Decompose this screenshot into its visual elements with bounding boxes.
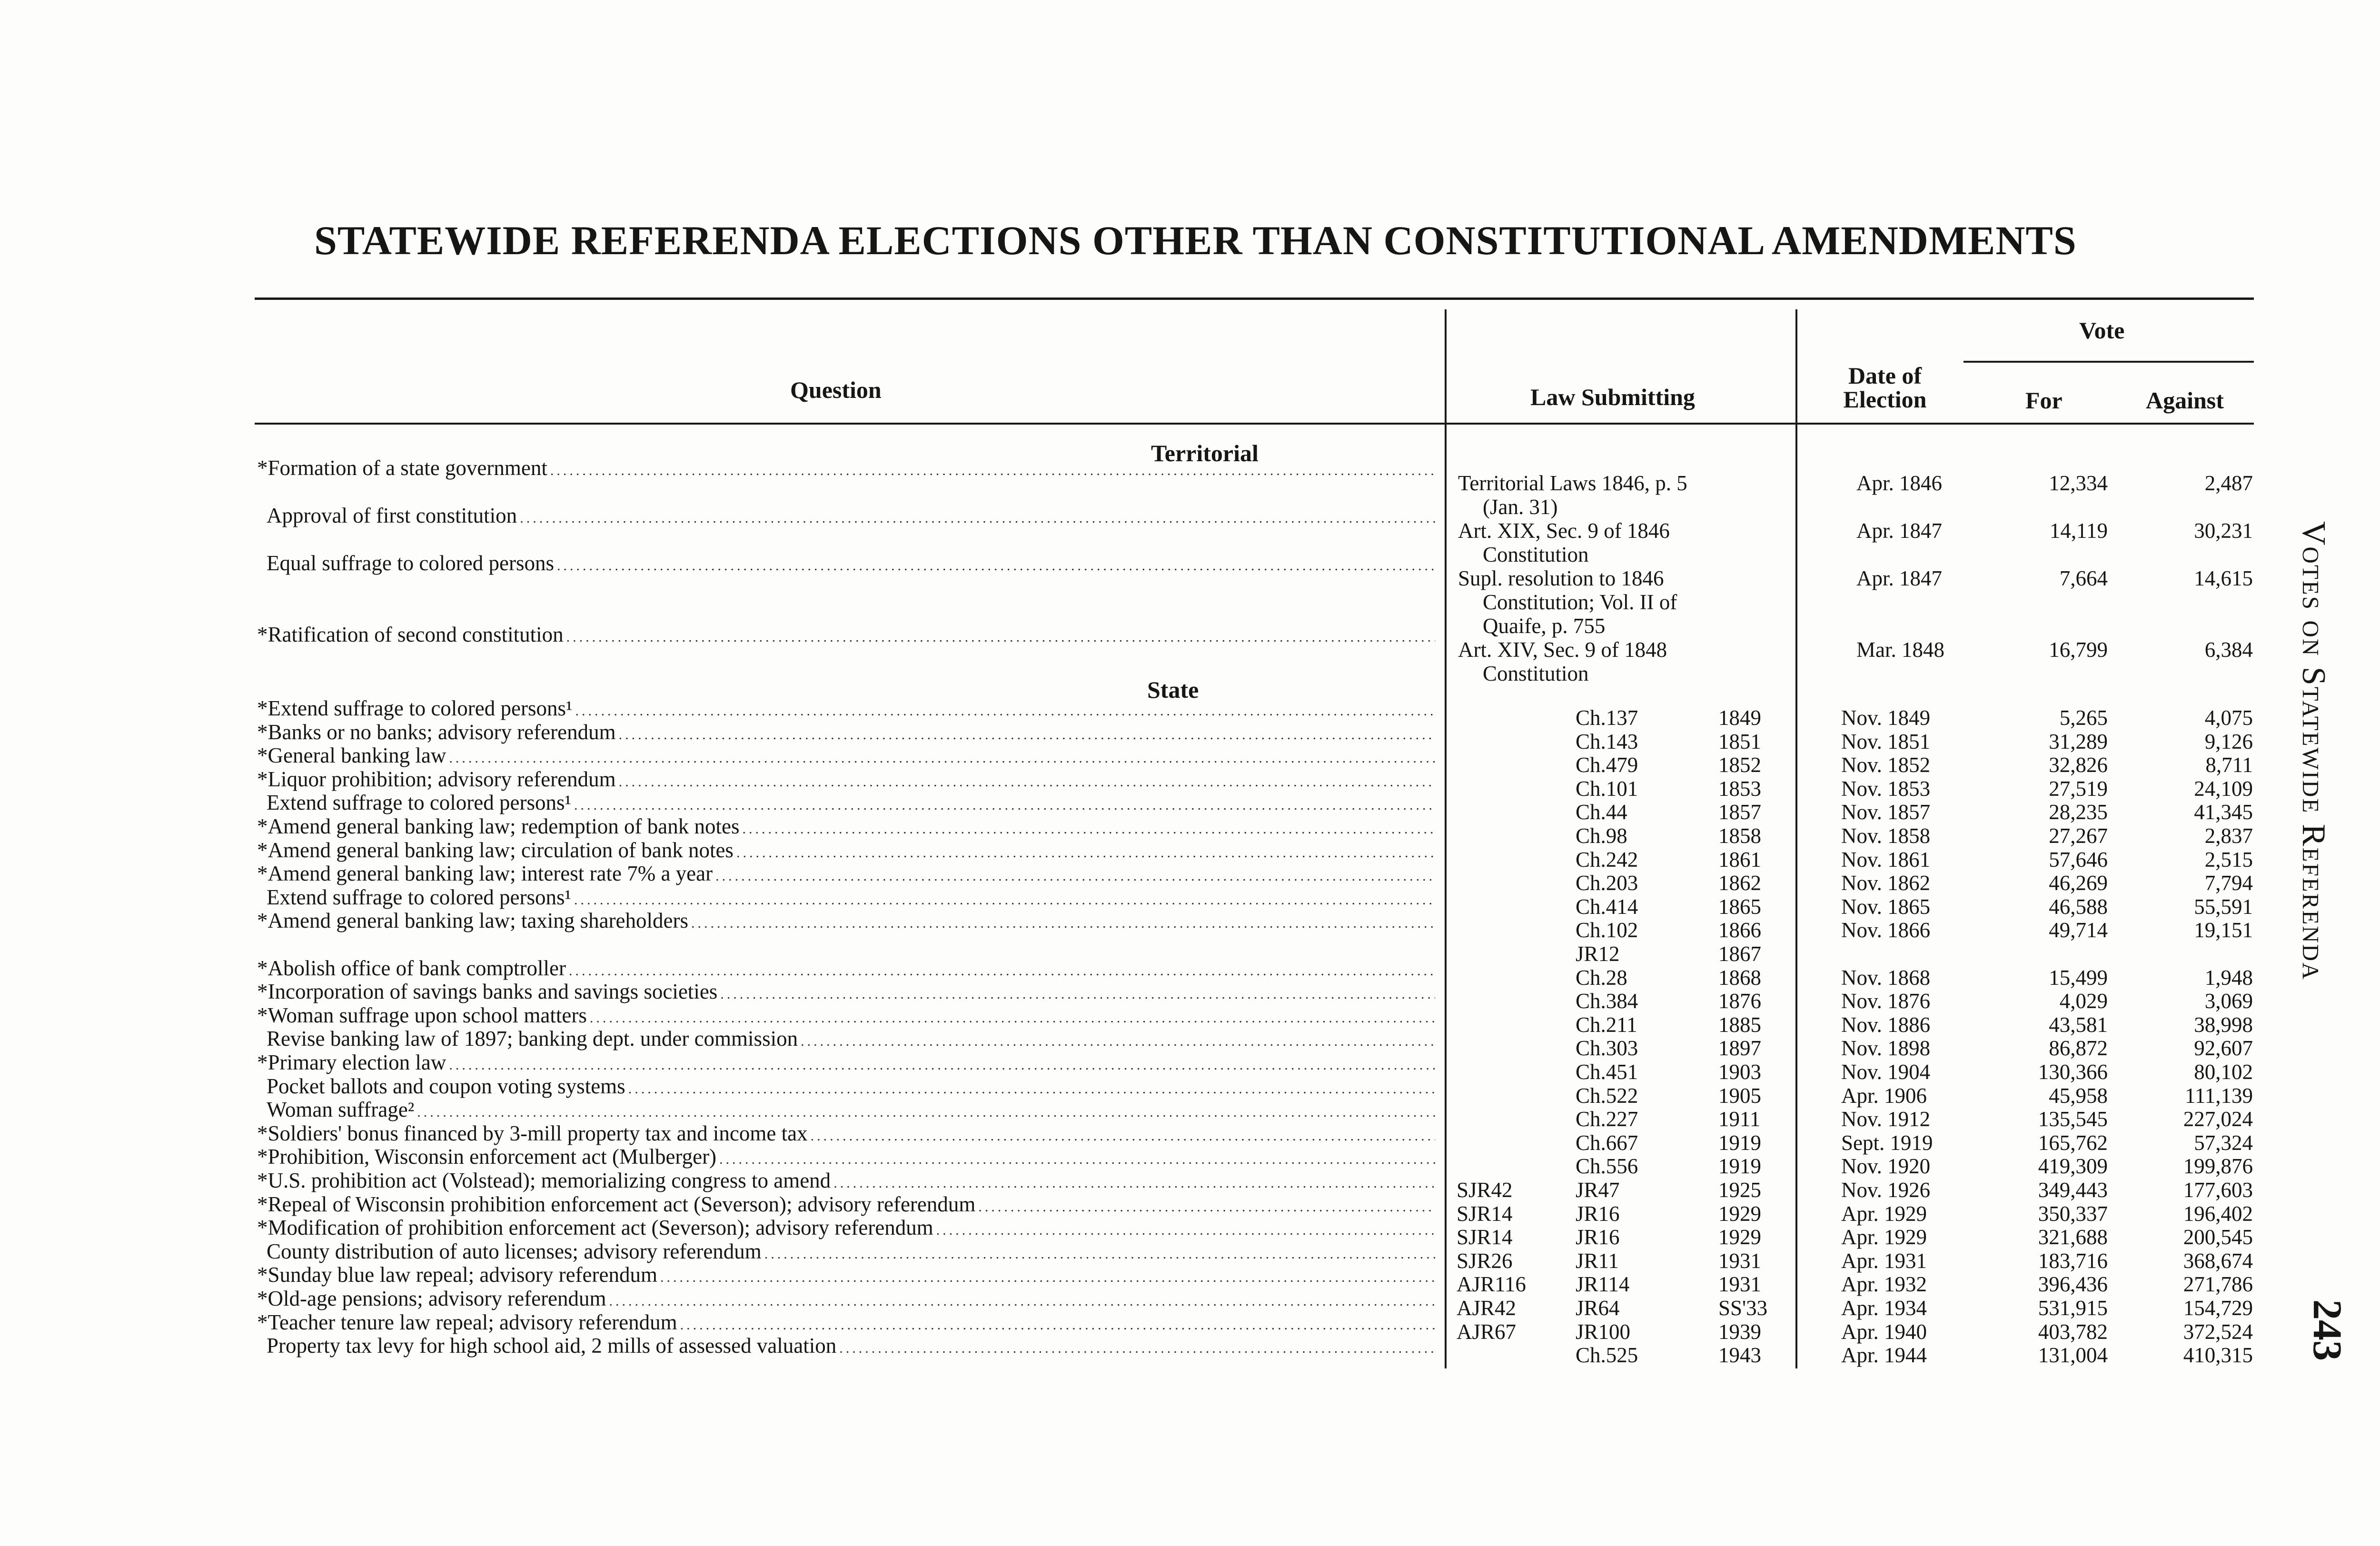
law-year: SS'33	[1718, 1296, 1768, 1320]
page-title: STATEWIDE REFERENDA ELECTIONS OTHER THAN CONSTITUTIONAL AMENDMENTS	[314, 218, 2077, 263]
chapter-number: Ch.414	[1576, 895, 1638, 919]
votes-for: 396,436	[2038, 1272, 2108, 1296]
header-law-submitting: Law Submitting	[1530, 384, 1695, 410]
question-cell	[257, 623, 1435, 649]
law-year: 1858	[1718, 824, 1761, 848]
question-text: *Amend general banking law; redemption of bank notes	[257, 814, 740, 838]
votes-for: 7,664	[2059, 566, 2108, 590]
law-year: 1868	[1718, 966, 1761, 990]
election-date: Nov. 1866	[1841, 918, 1931, 942]
question-cell	[257, 1003, 1435, 1030]
leader-dots	[609, 1289, 1435, 1313]
table-row	[0, 1334, 2380, 1367]
votes-for: 12,334	[2049, 471, 2108, 495]
table-row	[0, 1192, 2380, 1226]
votes-for: 46,269	[2049, 871, 2108, 895]
section-heading-territorial: Territorial	[1151, 440, 1259, 466]
votes-for: 130,366	[2038, 1060, 2108, 1084]
question-text: *Liquor prohibition; advisory referendum	[257, 767, 616, 791]
question-text: *Formation of a state government	[257, 456, 547, 480]
votes-against: 368,674	[2183, 1249, 2253, 1273]
votes-for: 5,265	[2059, 706, 2108, 730]
votes-against: 3,069	[2204, 989, 2253, 1013]
question-text: *Ratification of second constitution	[257, 623, 564, 646]
chapter-number: Ch.556	[1576, 1154, 1638, 1178]
votes-against: 19,151	[2194, 918, 2253, 942]
table-row	[0, 862, 2380, 895]
law-year: 1865	[1718, 895, 1761, 919]
chapter-number: Ch.522	[1576, 1084, 1638, 1108]
leader-dots	[575, 699, 1435, 723]
election-date: Nov. 1876	[1841, 989, 1931, 1013]
question-cell	[267, 885, 1435, 912]
votes-for: 86,872	[2049, 1036, 2108, 1060]
law-line: Art. XIV, Sec. 9 of 1848	[1458, 638, 1667, 662]
table-row	[0, 696, 2380, 730]
votes-against: 196,402	[2183, 1202, 2253, 1226]
chapter-number: Ch.384	[1576, 989, 1638, 1013]
votes-for: 31,289	[2049, 730, 2108, 753]
header-date-line1: Date of	[1848, 362, 1922, 389]
chapter-number: JR64	[1576, 1296, 1620, 1320]
chapter-number: Ch.667	[1576, 1131, 1638, 1155]
votes-against: 38,998	[2194, 1013, 2253, 1037]
question-cell	[267, 1239, 1435, 1266]
leader-dots	[833, 1171, 1435, 1195]
table-row	[0, 1121, 2380, 1155]
election-date: Apr. 1940	[1841, 1320, 1927, 1344]
resolution-number: SJR14	[1457, 1202, 1513, 1226]
votes-against: 199,876	[2183, 1154, 2253, 1178]
question-text: *Modification of prohibition enforcement act (Severson); advisory referendum	[257, 1216, 933, 1239]
votes-for: 57,646	[2049, 848, 2108, 872]
law-year: 1897	[1718, 1036, 1761, 1060]
table-row	[0, 623, 2380, 685]
election-date: Apr. 1931	[1841, 1249, 1927, 1273]
law-year: 1876	[1718, 989, 1761, 1013]
question-cell	[267, 1334, 1435, 1360]
side-running-title: Votes on Statewide Referenda	[2295, 521, 2332, 981]
question-cell	[257, 862, 1435, 888]
chapter-number: JR114	[1576, 1272, 1630, 1296]
table-row	[0, 932, 2380, 966]
votes-against: 200,545	[2183, 1225, 2253, 1249]
election-date: Sept. 1919	[1841, 1131, 1933, 1155]
section-heading-state: State	[1147, 676, 1199, 703]
question-text: *Amend general banking law; taxing shareholders	[257, 909, 688, 932]
law-year: 1919	[1718, 1131, 1761, 1155]
question-text: *Extend suffrage to colored persons¹	[257, 696, 573, 720]
table-row	[0, 1216, 2380, 1249]
question-text: *Prohibition, Wisconsin enforcement act (Mulberger)	[257, 1145, 717, 1169]
law-year: 1857	[1718, 800, 1761, 824]
question-text: *Primary election law	[257, 1050, 446, 1074]
votes-against: 80,102	[2194, 1060, 2253, 1084]
election-date: Nov. 1849	[1841, 706, 1931, 730]
question-text: *U.S. prohibition act (Volstead); memorializing congress to amend	[257, 1169, 831, 1192]
question-text: Pocket ballots and coupon voting systems	[267, 1074, 625, 1098]
law-line: Supl. resolution to 1846	[1458, 566, 1664, 590]
election-date: Nov. 1920	[1841, 1154, 1931, 1178]
question-cell	[257, 980, 1435, 1006]
question-cell	[267, 1098, 1435, 1124]
header-question: Question	[790, 377, 882, 403]
election-date: Nov. 1868	[1841, 966, 1931, 990]
leader-dots	[691, 912, 1435, 935]
law-year: 1903	[1718, 1060, 1761, 1084]
votes-against: 14,615	[2194, 566, 2253, 590]
leader-dots	[449, 746, 1435, 770]
law-year: 1862	[1718, 871, 1761, 895]
votes-against: 2,515	[2204, 848, 2253, 872]
votes-against: 4,075	[2204, 706, 2253, 730]
election-date: Apr. 1929	[1841, 1225, 1927, 1249]
leader-dots	[520, 506, 1435, 530]
question-cell	[257, 909, 1435, 935]
page-number: 243	[2305, 1299, 2350, 1361]
votes-against: 2,837	[2204, 824, 2253, 848]
law-year: 1931	[1718, 1272, 1761, 1296]
question-cell	[257, 1192, 1435, 1219]
election-date: Nov. 1852	[1841, 753, 1931, 777]
question-cell	[257, 456, 1435, 483]
leader-dots	[936, 1219, 1435, 1242]
leader-dots	[720, 982, 1435, 1006]
table-row	[0, 743, 2380, 777]
question-cell	[257, 1169, 1435, 1195]
header-against: Against	[2146, 387, 2224, 414]
election-date: Apr. 1932	[1841, 1272, 1927, 1296]
table-row	[0, 838, 2380, 872]
votes-for: 46,588	[2049, 895, 2108, 919]
question-text: Equal suffrage to colored persons	[267, 551, 554, 575]
law-year: 1905	[1718, 1084, 1761, 1108]
question-cell	[257, 1050, 1435, 1077]
table-row	[0, 1098, 2380, 1131]
votes-for: 43,581	[2049, 1013, 2108, 1037]
election-date: Nov. 1904	[1841, 1060, 1931, 1084]
question-cell	[267, 551, 1435, 578]
table-row	[0, 1145, 2380, 1178]
votes-against: 92,607	[2194, 1036, 2253, 1060]
question-text: Extend suffrage to colored persons¹	[267, 885, 571, 909]
chapter-number: Ch.242	[1576, 848, 1638, 872]
law-year: 1919	[1718, 1154, 1761, 1178]
votes-for: 135,545	[2038, 1107, 2108, 1131]
election-date: Apr. 1934	[1841, 1296, 1927, 1320]
question-cell	[257, 814, 1435, 841]
leader-dots	[801, 1030, 1435, 1053]
leader-dots	[719, 1148, 1435, 1171]
votes-for: 14,119	[2049, 519, 2108, 543]
chapter-number: Ch.525	[1576, 1343, 1638, 1367]
election-date: Nov. 1862	[1841, 871, 1931, 895]
leader-dots	[557, 554, 1435, 578]
question-text: *Incorporation of savings banks and savings societies	[257, 980, 718, 1003]
chapter-number: Ch.227	[1576, 1107, 1638, 1131]
question-cell	[257, 696, 1435, 723]
table-row	[0, 1050, 2380, 1084]
header-vote: Vote	[2079, 317, 2125, 344]
votes-against: 227,024	[2183, 1107, 2253, 1131]
question-cell	[267, 1074, 1435, 1101]
header-date-line2: Election	[1843, 386, 1927, 413]
question-text: *Banks or no banks; advisory referendum	[257, 720, 616, 744]
resolution-number: AJR67	[1457, 1320, 1517, 1344]
question-cell	[257, 1310, 1435, 1337]
chapter-number: Ch.451	[1576, 1060, 1638, 1084]
votes-for: 4,029	[2059, 989, 2108, 1013]
resolution-number: SJR26	[1457, 1249, 1513, 1273]
question-text: County distribution of auto licenses; advisory referendum	[267, 1239, 762, 1263]
law-line: Territorial Laws 1846, p. 5	[1458, 471, 1687, 495]
question-cell	[257, 743, 1435, 770]
election-date: Apr. 1929	[1841, 1202, 1927, 1226]
table-row	[0, 767, 2380, 801]
votes-for: 32,826	[2049, 753, 2108, 777]
law-year: 1885	[1718, 1013, 1761, 1037]
chapter-number: Ch.137	[1576, 706, 1638, 730]
question-text: *Amend general banking law; interest rate 7% a year	[257, 862, 713, 885]
question-text: *Repeal of Wisconsin prohibition enforcement act (Severson); advisory referendum	[257, 1192, 976, 1216]
chapter-number: JR16	[1576, 1202, 1620, 1226]
law-year: 1849	[1718, 706, 1761, 730]
law-year: 1929	[1718, 1202, 1761, 1226]
leader-dots	[839, 1337, 1435, 1360]
law-year: 1851	[1718, 730, 1761, 753]
table-row	[0, 1074, 2380, 1108]
table-row	[0, 885, 2380, 919]
table-row	[0, 1263, 2380, 1296]
question-cell	[257, 767, 1435, 794]
election-date: Nov. 1858	[1841, 824, 1931, 848]
table-row	[0, 1169, 2380, 1202]
chapter-number: Ch.143	[1576, 730, 1638, 753]
question-text: *General banking law	[257, 743, 446, 767]
table-top-rule	[255, 297, 2254, 300]
election-date: Nov. 1865	[1841, 895, 1931, 919]
table-row	[0, 814, 2380, 848]
chapter-number: Ch.203	[1576, 871, 1638, 895]
chapter-number: Ch.44	[1576, 800, 1627, 824]
votes-against: 57,324	[2194, 1131, 2253, 1155]
law-year: 1911	[1718, 1107, 1761, 1131]
law-year: 1939	[1718, 1320, 1761, 1344]
votes-for: 403,782	[2038, 1320, 2108, 1344]
votes-against: 154,729	[2183, 1296, 2253, 1320]
votes-against: 1,948	[2204, 966, 2253, 990]
vote-rule	[1964, 361, 2254, 363]
chapter-number: Ch.479	[1576, 753, 1638, 777]
table-row	[0, 1027, 2380, 1060]
chapter-number: JR12	[1576, 942, 1620, 966]
question-text: Approval of first constitution	[267, 504, 517, 527]
votes-for: 419,309	[2038, 1154, 2108, 1178]
law-year: 1931	[1718, 1249, 1761, 1273]
votes-against: 30,231	[2194, 519, 2253, 543]
chapter-number: Ch.98	[1576, 824, 1627, 848]
law-year: 1943	[1718, 1343, 1761, 1367]
election-date: Apr. 1847	[1856, 566, 1942, 590]
question-text: Property tax levy for high school aid, 2 mills of assessed valuation	[267, 1334, 837, 1358]
votes-for: 131,004	[2038, 1343, 2108, 1367]
leader-dots	[550, 459, 1435, 483]
law-line: Constitution	[1483, 543, 1589, 566]
law-line: Constitution; Vol. II of	[1483, 590, 1677, 614]
votes-against: 7,794	[2204, 871, 2253, 895]
election-date: Nov. 1853	[1841, 777, 1931, 801]
question-text: Revise banking law of 1897; banking dept. under commission	[267, 1027, 798, 1050]
question-cell	[257, 838, 1435, 865]
votes-for: 49,714	[2049, 918, 2108, 942]
election-date: Nov. 1886	[1841, 1013, 1931, 1037]
election-date: Apr. 1944	[1841, 1343, 1927, 1367]
question-cell	[267, 1027, 1435, 1053]
law-year: 1852	[1718, 753, 1761, 777]
election-date: Nov. 1857	[1841, 800, 1931, 824]
law-line: Quaife, p. 755	[1483, 614, 1606, 638]
votes-against: 6,384	[2204, 638, 2253, 662]
header-for: For	[2025, 387, 2063, 414]
question-cell	[257, 1145, 1435, 1171]
leader-dots	[417, 1100, 1435, 1124]
votes-for: 45,958	[2049, 1084, 2108, 1108]
chapter-number: JR16	[1576, 1225, 1620, 1249]
votes-against: 271,786	[2183, 1272, 2253, 1296]
table-row	[0, 980, 2380, 1013]
votes-against: 111,139	[2185, 1084, 2253, 1108]
resolution-number: SJR14	[1457, 1225, 1513, 1249]
table-row	[0, 791, 2380, 824]
question-text: *Teacher tenure law repeal; advisory referendum	[257, 1310, 677, 1334]
question-cell	[257, 1263, 1435, 1289]
header-bottom-rule	[255, 423, 2254, 425]
election-date: Mar. 1848	[1856, 638, 1944, 662]
chapter-number: Ch.102	[1576, 918, 1638, 942]
question-text: *Sunday blue law repeal; advisory referendum	[257, 1263, 657, 1287]
votes-against: 41,345	[2194, 800, 2253, 824]
election-date: Apr. 1906	[1841, 1084, 1927, 1108]
votes-for: 27,519	[2049, 777, 2108, 801]
question-text: *Amend general banking law; circulation of bank notes	[257, 838, 734, 862]
law-year: 1867	[1718, 942, 1761, 966]
question-text: *Abolish office of bank comptroller	[257, 956, 566, 980]
votes-for: 28,235	[2049, 800, 2108, 824]
votes-for: 321,688	[2038, 1225, 2108, 1249]
election-date: Nov. 1926	[1841, 1178, 1931, 1202]
chapter-number: JR11	[1576, 1249, 1619, 1273]
election-date: Apr. 1846	[1856, 471, 1942, 495]
chapter-number: Ch.101	[1576, 777, 1638, 801]
table-row	[0, 720, 2380, 753]
votes-for: 165,762	[2038, 1131, 2108, 1155]
votes-for: 183,716	[2038, 1249, 2108, 1273]
law-year: 1925	[1718, 1178, 1761, 1202]
law-year: 1861	[1718, 848, 1761, 872]
chapter-number: Ch.303	[1576, 1036, 1638, 1060]
leader-dots	[715, 864, 1435, 888]
question-cell	[257, 1287, 1435, 1313]
leader-dots	[449, 1053, 1435, 1077]
votes-for: 531,915	[2038, 1296, 2108, 1320]
votes-against: 8,711	[2205, 753, 2253, 777]
table-row	[0, 1287, 2380, 1320]
votes-against: 410,315	[2183, 1343, 2253, 1367]
law-line: Constitution	[1483, 662, 1589, 685]
law-line: Art. XIX, Sec. 9 of 1846	[1458, 519, 1670, 543]
votes-against: 55,591	[2194, 895, 2253, 919]
votes-for: 16,799	[2049, 638, 2108, 662]
leader-dots	[660, 1266, 1435, 1289]
law-line: (Jan. 31)	[1483, 495, 1558, 519]
votes-against: 2,487	[2204, 471, 2253, 495]
votes-against: 372,524	[2183, 1320, 2253, 1344]
question-cell	[267, 791, 1435, 817]
resolution-number: AJR116	[1457, 1272, 1526, 1296]
leader-dots	[574, 793, 1435, 817]
chapter-number: Ch.28	[1576, 966, 1627, 990]
question-text: Woman suffrage²	[267, 1098, 415, 1121]
table-row	[0, 909, 2380, 942]
leader-dots	[742, 817, 1435, 841]
table-row	[0, 1003, 2380, 1037]
election-date: Nov. 1912	[1841, 1107, 1931, 1131]
election-date: Apr. 1847	[1856, 519, 1942, 543]
votes-for: 350,337	[2038, 1202, 2108, 1226]
votes-for: 349,443	[2038, 1178, 2108, 1202]
chapter-number: JR100	[1576, 1320, 1631, 1344]
law-year: 1866	[1718, 918, 1761, 942]
law-year: 1929	[1718, 1225, 1761, 1249]
votes-against: 24,109	[2194, 777, 2253, 801]
chapter-number: JR47	[1576, 1178, 1620, 1202]
election-date: Nov. 1898	[1841, 1036, 1931, 1060]
votes-for: 15,499	[2049, 966, 2108, 990]
question-cell	[257, 1121, 1435, 1148]
election-date: Nov. 1861	[1841, 848, 1931, 872]
table-row	[0, 1239, 2380, 1273]
leader-dots	[566, 625, 1435, 649]
question-text: *Old-age pensions; advisory referendum	[257, 1287, 606, 1310]
votes-against: 177,603	[2183, 1178, 2253, 1202]
election-date: Nov. 1851	[1841, 730, 1931, 753]
question-text: *Soldiers' bonus financed by 3-mill property tax and income tax	[257, 1121, 808, 1145]
question-text: Extend suffrage to colored persons¹	[267, 791, 571, 814]
question-cell	[257, 956, 1435, 983]
law-year: 1853	[1718, 777, 1761, 801]
question-cell	[267, 504, 1435, 530]
chapter-number: Ch.211	[1576, 1013, 1637, 1037]
table-row	[0, 956, 2380, 990]
resolution-number: AJR42	[1457, 1296, 1517, 1320]
question-text: *Woman suffrage upon school matters	[257, 1003, 587, 1027]
resolution-number: SJR42	[1457, 1178, 1513, 1202]
question-cell	[257, 1216, 1435, 1242]
votes-against: 9,126	[2204, 730, 2253, 753]
votes-for: 27,267	[2049, 824, 2108, 848]
question-cell	[257, 720, 1435, 747]
